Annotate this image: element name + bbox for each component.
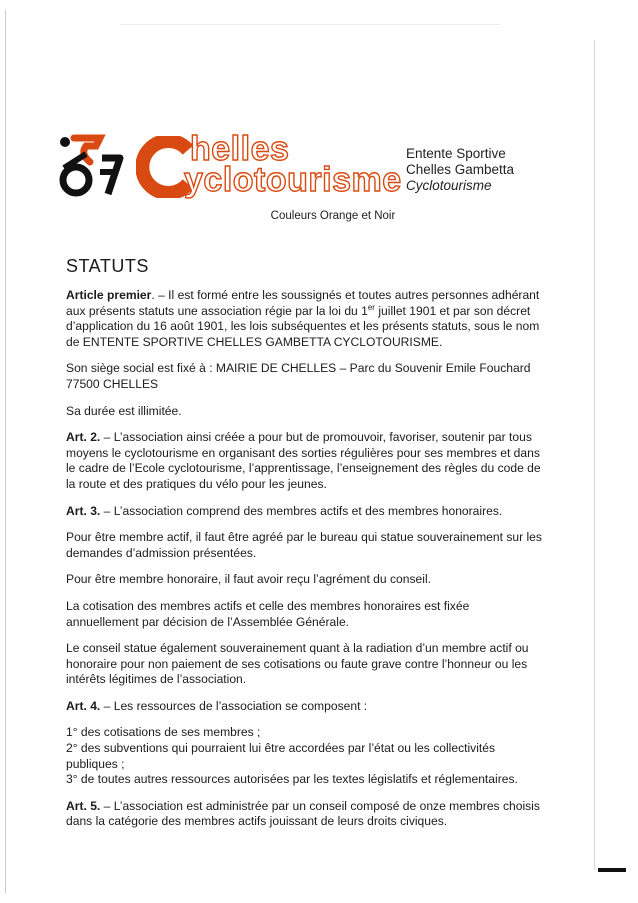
article-3-paragraph: Le conseil statue également souverainement quant à la radiation d’un membre actif ou honoraire pour non paiement de ses cotisations ou faute grave contre l’honneur ou les intérêts légitimes de l’association.	[66, 641, 529, 687]
page-edge-rule	[5, 10, 6, 893]
club-name-line3: Cyclotourisme	[406, 178, 492, 193]
list-item: 2° des subventions qui pourraient lui être accordées par l’état ou les collectivités publiques ;	[66, 741, 496, 771]
article-4-list	[66, 725, 542, 787]
cyclist-emblem-icon	[56, 132, 128, 202]
statutes-body	[66, 288, 542, 841]
club-name-line1: Entente Sportive	[406, 146, 506, 161]
article-label: Article premier	[66, 288, 152, 302]
club-colors: Couleurs Orange et Noir	[270, 210, 396, 222]
article-3-paragraph: Pour être membre actif, il faut être agréé par le bureau qui statue souverainement sur les demandes d’admission présentées.	[66, 530, 542, 560]
duree-paragraph: Sa durée est illimitée.	[66, 403, 182, 418]
club-name-line2: Chelles Gambetta	[406, 162, 515, 177]
article-2: Art. 2. – L’association ainsi créée a pour but de promouvoir, favoriser, soutenir par tous moyens le cyclotourisme en organisant des sorties régulières pour ses membres et dans le cadre de l’Ecole cyclotourisme, l’apprentissage, l’enseignement des règles du code de la route et des pratiques du vélo pour les jeunes.	[66, 430, 541, 491]
club-name	[406, 146, 514, 194]
list-item: 1° des cotisations de ses membres ;	[66, 725, 261, 740]
article-1: Article premier. – Il est formé entre les soussignés et toutes autres personnes adhérant aux présents statuts une association régie par la loi du 1er juillet 1901 et par son décret d’application du 16 août 1901, les lois subséquentes et les présents statuts, sous le nom de ENTENTE SPORTIVE CHELLES GAMBETTA CYCLOTOURISME.	[66, 288, 540, 349]
logo-word-yclotourisme: yclotourisme	[184, 161, 402, 199]
article-label: Art. 2.	[66, 430, 101, 445]
article-3-paragraph: Pour être membre honoraire, il faut avoir reçu l’agrément du conseil.	[66, 572, 432, 587]
page-title: STATUTS	[66, 256, 149, 276]
article-3: Art. 3. – L’association comprend des membres actifs et des membres honoraires.	[66, 503, 503, 518]
article-label: Art. 3.	[66, 503, 101, 518]
logo-word-helles: helles	[190, 130, 290, 168]
article-4: Art. 4. – Les ressources de l’association se composent :	[66, 698, 368, 713]
siege-paragraph: Son siège social est fixé à : MAIRIE DE CHELLES – Parc du Souvenir Emile Fouchard 77500 CHELLES	[66, 361, 531, 391]
page-margin-rule	[594, 40, 595, 870]
article-5: Art. 5. – L’association est administrée par un conseil composé de onze membres choisis dans la catégorie des membres actifs jouissant de leurs droits civiques.	[66, 798, 540, 829]
club-logo	[56, 130, 402, 208]
scan-artifact	[120, 24, 500, 25]
article-3-paragraph: La cotisation des membres actifs et celle des membres honoraires est fixée annuellement par décision de l’Assemblée Générale.	[66, 598, 470, 629]
scan-mark	[598, 868, 626, 872]
list-item: 3° de toutes autres ressources autorisées par les textes législatifs et réglementaires.	[66, 772, 518, 787]
article-label: Art. 5.	[66, 798, 101, 813]
article-label: Art. 4.	[66, 698, 101, 713]
